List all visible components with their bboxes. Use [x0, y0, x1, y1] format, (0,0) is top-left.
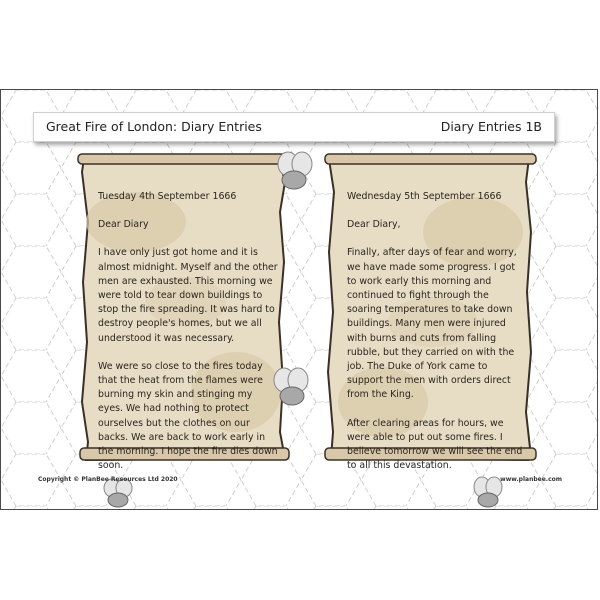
diary-entry-right	[347, 190, 525, 487]
entry-greeting: Dear Diary	[98, 219, 149, 231]
copyright-notice: Copyright © PlanBee Resources Ltd 2020	[38, 476, 178, 483]
entry-greeting: Dear Diary,	[347, 219, 401, 231]
bee-icon	[270, 150, 318, 194]
entry-paragraph: After clearing areas for hours, we were able to put out some fires. I believe tomorrow we will see the end to all this devastation.	[347, 417, 523, 472]
worksheet-title: Great Fire of London: Diary Entries	[46, 119, 262, 134]
entry-paragraph: I have only just got home and it is almost midnight. Myself and the other men are exhausted. This morning we were told to tear down buildings to stop the fire spreading. It was hard to destroy people's homes, but we all understood it was necessary.	[98, 247, 278, 344]
entry-date: Wednesday 5th September 1666	[347, 191, 502, 202]
diary-scroll-left	[76, 152, 291, 472]
website-link[interactable]: www.planbee.com	[500, 476, 562, 483]
diary-scroll-right	[323, 152, 538, 472]
entry-date: Tuesday 4th September 1666	[98, 191, 237, 202]
worksheet-code: Diary Entries 1B	[440, 119, 542, 134]
entry-paragraph: We were so close to the fires today that the heat from the flames were burning my skin and stinging my eyes. We had nothing to protect ourselves but the clothes on our backs. We are back to work early in the morning. I hope the fire dies down soon.	[98, 360, 278, 472]
bee-icon	[268, 366, 316, 410]
diary-entry-left	[98, 190, 278, 487]
entry-paragraph: Finally, after days of fear and worry, we have made some progress. I got to work early this morning and continued to fight through the soaring temperatures to take down buildings. Many men were injured with burns and cuts from falling rubble, but they carried on with the job. The Duke of York came to support the men with orders direct from the King.	[347, 247, 517, 401]
worksheet-header	[33, 112, 555, 142]
